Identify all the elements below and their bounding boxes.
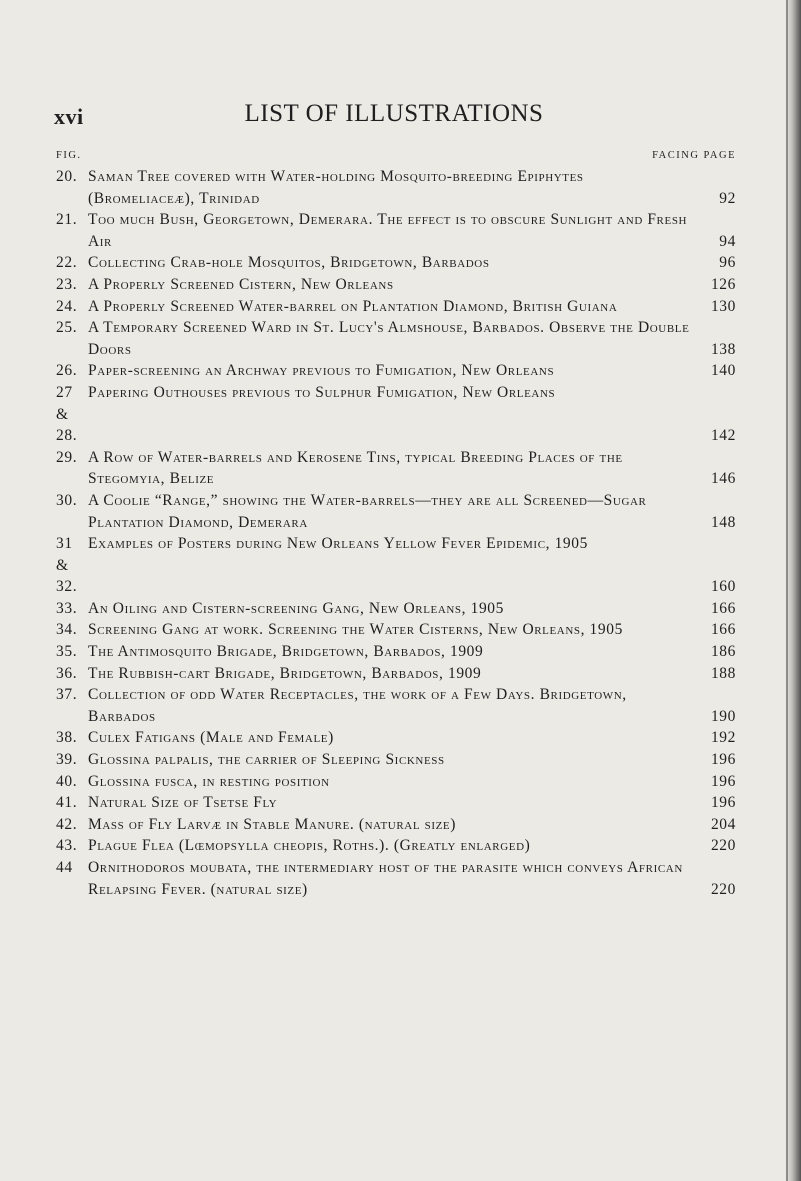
- facing-page-number: 196: [710, 751, 736, 769]
- figure-number: 23.: [56, 275, 78, 293]
- facing-page-number: 142: [710, 427, 736, 445]
- list-item: [56, 684, 736, 727]
- facing-page-number: 220: [710, 880, 736, 898]
- list-item: [56, 533, 736, 598]
- facing-page-number: 190: [710, 707, 736, 725]
- page-number: xvi: [54, 104, 84, 129]
- figure-caption: A Coolie “Range,” showing the Water-barrels—they are all Screened—Sugar Plantation Diamond, Demerara: [88, 491, 647, 531]
- facing-page-number: 126: [710, 275, 736, 293]
- figure-caption: A Temporary Screened Ward in St. Lucy's Almshouse, Barbados. Observe the Double Doors: [88, 319, 690, 358]
- figure-caption: Natural Size of Tsetse Fly: [88, 794, 278, 812]
- list-item: [56, 749, 736, 771]
- list-item: [56, 274, 736, 296]
- figure-number: 38.: [56, 729, 78, 747]
- facing-page-number: 192: [710, 729, 736, 747]
- figure-caption: Collecting Crab-hole Mosquitos, Bridgetown, Barbados: [88, 254, 490, 272]
- facing-page-number: 220: [710, 837, 736, 855]
- figure-caption: Culex Fatigans (Male and Female): [88, 729, 334, 747]
- figure-caption: An Oiling and Cistern-screening Gang, New Orleans, 1905: [88, 599, 504, 617]
- figure-caption: Glossina palpalis, the carrier of Sleeping Sickness: [88, 751, 445, 769]
- figure-caption: Saman Tree covered with Water-holding Mosquito-breeding Epiphytes (Bromeliaceæ), Trinidad: [88, 168, 584, 207]
- figure-caption: Mass of Fly Larvæ in Stable Manure. (natural size): [88, 815, 457, 833]
- figure-number: 34.: [56, 621, 78, 639]
- figure-number: 37.: [56, 686, 78, 704]
- figure-number: 21.: [56, 211, 78, 229]
- figure-caption: Too much Bush, Georgetown, Demerara. The effect is to obscure Sunlight and Fresh Air: [88, 211, 688, 250]
- figure-number: 36.: [56, 664, 78, 682]
- facing-page-column-heading: FACING PAGE: [652, 150, 736, 161]
- list-item: [56, 663, 736, 685]
- figure-number: 44: [56, 859, 73, 876]
- figure-number: 42.: [56, 815, 78, 833]
- figure-number: 39.: [56, 751, 78, 769]
- page-edge-shadow: [785, 0, 801, 1181]
- figure-caption: A Properly Screened Water-barrel on Plantation Diamond, British Guiana: [88, 297, 618, 315]
- figure-number: 33.: [56, 599, 78, 617]
- figure-number: 40.: [56, 772, 78, 790]
- facing-page-number: 140: [710, 362, 736, 380]
- page-header: [54, 100, 734, 130]
- figure-number: 22.: [56, 254, 78, 272]
- figure-number: 35.: [56, 643, 78, 661]
- facing-page-number: 196: [710, 772, 736, 790]
- fig-column-heading: FIG.: [56, 150, 82, 161]
- facing-page-number: 130: [710, 297, 736, 315]
- facing-page-number: 138: [710, 340, 736, 358]
- figure-number: 27 & 28.: [56, 383, 78, 445]
- figure-caption: A Row of Water-barrels and Kerosene Tins, typical Breeding Places of the Stegomyia, Belize: [88, 448, 623, 488]
- figure-caption: A Properly Screened Cistern, New Orleans: [88, 275, 394, 293]
- figure-number: 25.: [56, 319, 78, 337]
- list-item: [56, 317, 736, 360]
- figure-number: 26.: [56, 362, 78, 380]
- list-item: [56, 771, 736, 793]
- figure-caption: Glossina fusca, in resting position: [88, 772, 330, 790]
- list-item: [56, 360, 736, 382]
- figure-number: 41.: [56, 794, 78, 812]
- facing-page-number: 166: [710, 621, 736, 639]
- list-item: [56, 641, 736, 663]
- list-item: [56, 447, 736, 490]
- list-item: [56, 835, 736, 857]
- figure-number: 30.: [56, 491, 78, 509]
- figure-caption: The Antimosquito Brigade, Bridgetown, Barbados, 1909: [88, 643, 484, 661]
- list-item: [56, 382, 736, 447]
- list-item: [56, 296, 736, 318]
- figure-number: 29.: [56, 448, 78, 466]
- facing-page-number: 196: [710, 794, 736, 812]
- list-item: [56, 857, 736, 900]
- figure-caption: The Rubbish-cart Brigade, Bridgetown, Barbados, 1909: [88, 664, 482, 682]
- figure-number: 43.: [56, 837, 78, 855]
- figure-caption: Collection of odd Water Receptacles, the work of a Few Days. Bridgetown, Barbados: [88, 686, 627, 725]
- facing-page-number: 96: [719, 254, 736, 272]
- figure-caption: Ornithodoros moubata, the intermediary host of the parasite which conveys African Relapsing Fever. (natural size): [88, 859, 683, 898]
- list-item: [56, 598, 736, 620]
- facing-page-number: 188: [710, 664, 736, 682]
- illustration-list: [56, 166, 736, 900]
- facing-page-number: 92: [719, 189, 736, 207]
- facing-page-number: 146: [710, 470, 736, 488]
- facing-page-number: 204: [710, 815, 736, 833]
- list-item: [56, 727, 736, 749]
- list-item: [56, 166, 736, 209]
- facing-page-number: 160: [710, 578, 736, 596]
- figure-number: 24.: [56, 297, 78, 315]
- list-item: [56, 814, 736, 836]
- figure-caption: Plague Flea (Lœmopsylla cheopis, Roths.). (Greatly enlarged): [88, 837, 531, 855]
- facing-page-number: 94: [719, 232, 736, 250]
- figure-caption: Paper-screening an Archway previous to Fumigation, New Orleans: [88, 362, 555, 380]
- facing-page-number: 148: [710, 513, 736, 531]
- figure-number: 20.: [56, 168, 78, 185]
- page-title: LIST OF ILLUSTRATIONS: [244, 100, 544, 127]
- figure-caption: Papering Outhouses previous to Sulphur Fumigation, New Orleans: [88, 383, 556, 401]
- list-item: [56, 252, 736, 274]
- facing-page-number: 166: [710, 599, 736, 617]
- figure-number: 31 & 32.: [56, 535, 78, 596]
- figure-caption: Examples of Posters during New Orleans Yellow Fever Epidemic, 1905: [88, 535, 588, 553]
- list-item: [56, 209, 736, 252]
- list-item: [56, 792, 736, 814]
- list-item: [56, 619, 736, 641]
- figure-caption: Screening Gang at work. Screening the Water Cisterns, New Orleans, 1905: [88, 621, 623, 639]
- list-item: [56, 490, 736, 533]
- facing-page-number: 186: [710, 643, 736, 661]
